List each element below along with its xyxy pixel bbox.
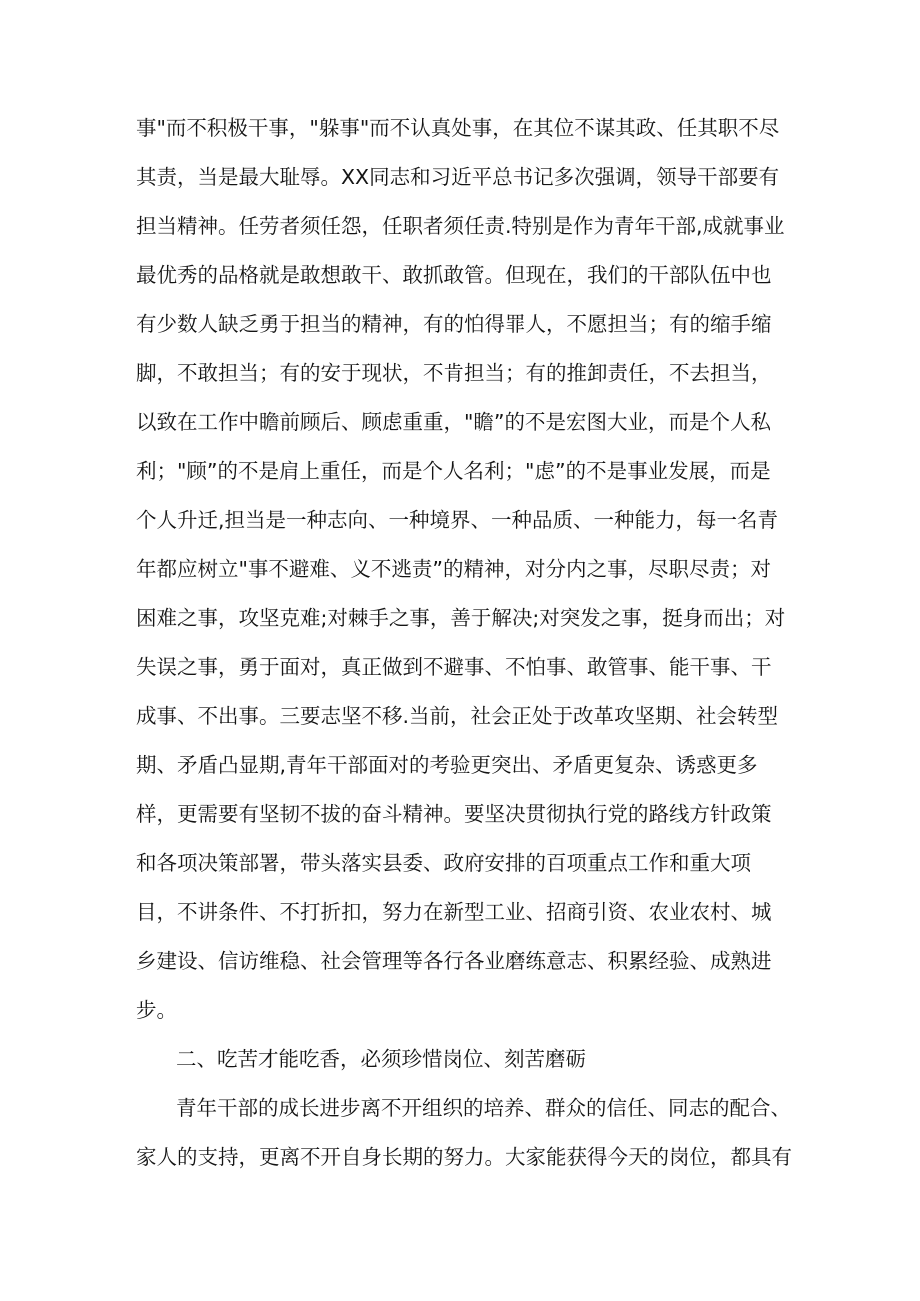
body-text-line: 事"而不积极干事，"躲事"而不认真处事，在其位不谋其政、任其职不尽 bbox=[136, 116, 780, 140]
body-text-line: 有少数人缺乏勇于担当的精神，有的怕得罪人，不愿担当；有的缩手缩 bbox=[136, 312, 772, 336]
paragraph-line: 青年干部的成长进步离不开组织的培养、群众的信任、同志的配合、 bbox=[176, 1096, 791, 1120]
body-text-line: 脚，不敢担当；有的安于现状，不肯担当；有的推卸责任，不去担当， bbox=[136, 361, 772, 385]
body-text-line: 和各项决策部署，带头落实县委、政府安排的百项重点工作和重大项 bbox=[136, 851, 751, 875]
body-text-line: 担当精神。任劳者须任怨，任职者须任责.特别是作为青年干部,成就事业 bbox=[136, 214, 785, 238]
paragraph-line: 家人的支持，更离不开自身长期的努力。大家能获得今天的岗位，都具有 bbox=[136, 1145, 792, 1169]
body-text-line: 步。 bbox=[136, 998, 177, 1022]
body-text-line: 样，更需要有坚韧不拔的奋斗精神。要坚决贯彻执行党的路线方针政策 bbox=[136, 802, 772, 826]
section-heading: 二、吃苦才能吃香，必须珍惜岗位、刻苦磨砺 bbox=[176, 1047, 586, 1071]
body-text-line: 期、矛盾凸显期,青年干部面对的考验更突出、矛盾更复杂、诱惑更多 bbox=[136, 753, 758, 777]
body-text-line: 成事、不出事。三要志坚不移.当前，社会正处于改革攻坚期、社会转型 bbox=[136, 704, 779, 728]
body-text-line: 最优秀的品格就是敢想敢干、敢抓敢管。但现在，我们的干部队伍中也 bbox=[136, 263, 772, 287]
body-text-line: 以致在工作中瞻前顾后、顾虑重重，"瞻”的不是宏图大业，而是个人私 bbox=[136, 410, 772, 434]
body-text-line: 乡建设、信访维稳、社会管理等各行各业磨练意志、积累经验、成熟进 bbox=[136, 949, 772, 973]
body-text-line: 利；"顾”的不是肩上重任，而是个人名利；"虑”的不是事业发展，而是 bbox=[136, 459, 771, 483]
body-text-line: 目，不讲条件、不打折扣，努力在新型工业、招商引资、农业农村、城 bbox=[136, 900, 772, 924]
body-text-line: 困难之事，攻坚克难;对棘手之事，善于解决;对突发之事，挺身而出；对 bbox=[136, 606, 786, 630]
body-text-line: 年都应树立"事不避难、义不逃责”的精神，对分内之事，尽职尽责；对 bbox=[136, 557, 772, 581]
body-text-line: 个人升迁,担当是一种志向、一种境界、一种品质、一种能力，每一名青 bbox=[136, 508, 779, 532]
body-text-line: 其责，当是最大耻辱。XX同志和习近平总书记多次强调，领导干部要有 bbox=[136, 165, 780, 189]
body-text-line: 失误之事，勇于面对，真正做到不避事、不怕事、敢管事、能干事、干 bbox=[136, 655, 772, 679]
